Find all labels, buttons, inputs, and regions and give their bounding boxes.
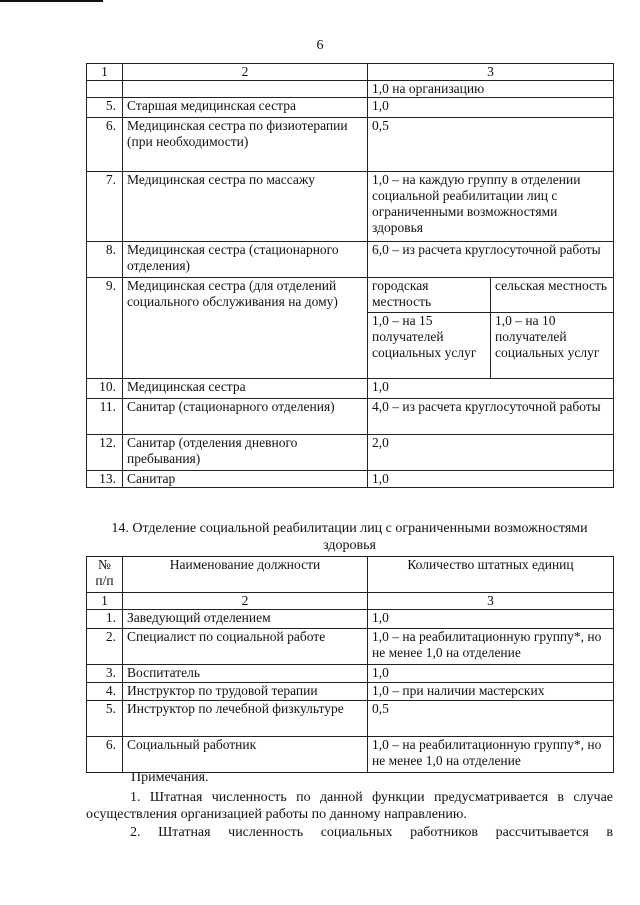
rural-label: сельская местность xyxy=(495,278,608,293)
position-name: Медицинская сестра по физиотерапии (при необходимости) xyxy=(123,118,368,172)
position-name: Инструктор по трудовой терапии xyxy=(123,683,368,701)
staff-count: 1,0 xyxy=(368,610,614,629)
staff-count: 1,0 – на каждую группу в отделении социальной реабилитации лиц с ограниченными возможностями здоровья xyxy=(368,172,614,242)
table-row xyxy=(87,701,614,737)
note-text: 1. Штатная численность по данной функции предусматривается в случае xyxy=(130,790,613,805)
table-row xyxy=(87,737,614,773)
staff-count-split xyxy=(368,278,614,379)
staff-count: 1,0 xyxy=(368,379,614,399)
staff-count: 1,0 xyxy=(368,471,614,488)
col-number-1: 1 xyxy=(87,64,123,81)
position-name: Санитар (стационарного отделения) xyxy=(123,399,368,435)
table-row xyxy=(87,665,614,683)
table-row xyxy=(87,98,614,118)
header-number: № п/п xyxy=(87,557,123,593)
row-number: 3. xyxy=(87,665,123,683)
section-title: 14. Отделение социальной реабилитации лиц с ограниченными возможностями здоровья xyxy=(111,521,588,553)
row-number: 6. xyxy=(87,118,123,172)
staff-count: 2,0 xyxy=(368,435,614,471)
position-name: Медицинская сестра (для отделений социального обслуживания на дому) xyxy=(123,278,368,379)
row-number: 1. xyxy=(87,610,123,629)
table-row xyxy=(87,81,614,98)
rural-value: 1,0 – на 10 получателей социальных услуг xyxy=(491,312,614,378)
urban-value: 1,0 – на 15 получателей социальных услуг xyxy=(368,312,491,378)
note-text: 2. Штатная численность социальных работников рассчитывается в xyxy=(130,825,613,840)
staffing-table-continued xyxy=(86,63,614,488)
note-2-line-1 xyxy=(86,824,613,841)
staff-count: 1,0 на организацию xyxy=(368,81,614,98)
position-name: Медицинская сестра xyxy=(123,379,368,399)
note-1-line-2: осуществления организацией работы по данному направлению. xyxy=(86,807,467,822)
col-number-1: 1 xyxy=(87,593,123,610)
col-number-2: 2 xyxy=(123,593,368,610)
row-number: 4. xyxy=(87,683,123,701)
staff-count: 1,0 – на реабилитационную группу*, но не менее 1,0 на отделение xyxy=(368,737,614,773)
locality-subtable xyxy=(368,278,613,378)
staff-count: 1,0 xyxy=(368,98,614,118)
row-number: 5. xyxy=(87,98,123,118)
table-row xyxy=(87,118,614,172)
col-number-2: 2 xyxy=(123,64,368,81)
row-number: 12. xyxy=(87,435,123,471)
column-number-row xyxy=(87,593,614,610)
note-1-line-1 xyxy=(86,789,613,806)
row-number: 7. xyxy=(87,172,123,242)
position-name: Медицинская сестра (стационарного отделения) xyxy=(123,242,368,278)
staff-count: 1,0 xyxy=(368,665,614,683)
position-name: Санитар (отделения дневного пребывания) xyxy=(123,435,368,471)
row-number: 5. xyxy=(87,701,123,737)
position-name: Заведующий отделением xyxy=(123,610,368,629)
table-row xyxy=(87,399,614,435)
table-row xyxy=(87,278,614,379)
header-count: Количество штатных единиц xyxy=(368,557,614,593)
staff-count: 1,0 – на реабилитационную группу*, но не менее 1,0 на отделение xyxy=(368,629,614,665)
row-number: 2. xyxy=(87,629,123,665)
table-row xyxy=(87,683,614,701)
position-name xyxy=(123,81,368,98)
col-number-3: 3 xyxy=(368,64,614,81)
table-row xyxy=(87,379,614,399)
row-number: 11. xyxy=(87,399,123,435)
table-row xyxy=(87,172,614,242)
staff-count: 6,0 – из расчета круглосуточной работы xyxy=(368,242,614,278)
row-number: 9. xyxy=(87,278,123,379)
position-name: Инструктор по лечебной физкультуре xyxy=(123,701,368,737)
position-name: Старшая медицинская сестра xyxy=(123,98,368,118)
table-row xyxy=(87,435,614,471)
row-number: 13. xyxy=(87,471,123,488)
table-row xyxy=(87,471,614,488)
row-number: 8. xyxy=(87,242,123,278)
staff-count: 0,5 xyxy=(368,118,614,172)
staff-count: 4,0 – из расчета круглосуточной работы xyxy=(368,399,614,435)
row-number: 6. xyxy=(87,737,123,773)
urban-label: городская местность xyxy=(368,278,491,312)
row-number: 10. xyxy=(87,379,123,399)
table-row xyxy=(87,242,614,278)
position-name: Санитар xyxy=(123,471,368,488)
position-name: Воспитатель xyxy=(123,665,368,683)
header-rule xyxy=(0,0,103,2)
position-name: Медицинская сестра по массажу xyxy=(123,172,368,242)
header-row xyxy=(87,557,614,593)
table-row xyxy=(87,629,614,665)
column-number-row xyxy=(87,64,614,81)
col-number-3: 3 xyxy=(368,593,614,610)
section-14-staffing-table xyxy=(86,556,614,773)
staff-count: 0,5 xyxy=(368,701,614,737)
notes-heading: Примечания. xyxy=(131,770,209,785)
header-position: Наименование должности xyxy=(123,557,368,593)
page-number: 6 xyxy=(316,38,324,53)
table-row xyxy=(87,610,614,629)
staff-count: 1,0 – при наличии мастерских xyxy=(368,683,614,701)
position-name: Социальный работник xyxy=(123,737,368,773)
row-number xyxy=(87,81,123,98)
position-name: Специалист по социальной работе xyxy=(123,629,368,665)
